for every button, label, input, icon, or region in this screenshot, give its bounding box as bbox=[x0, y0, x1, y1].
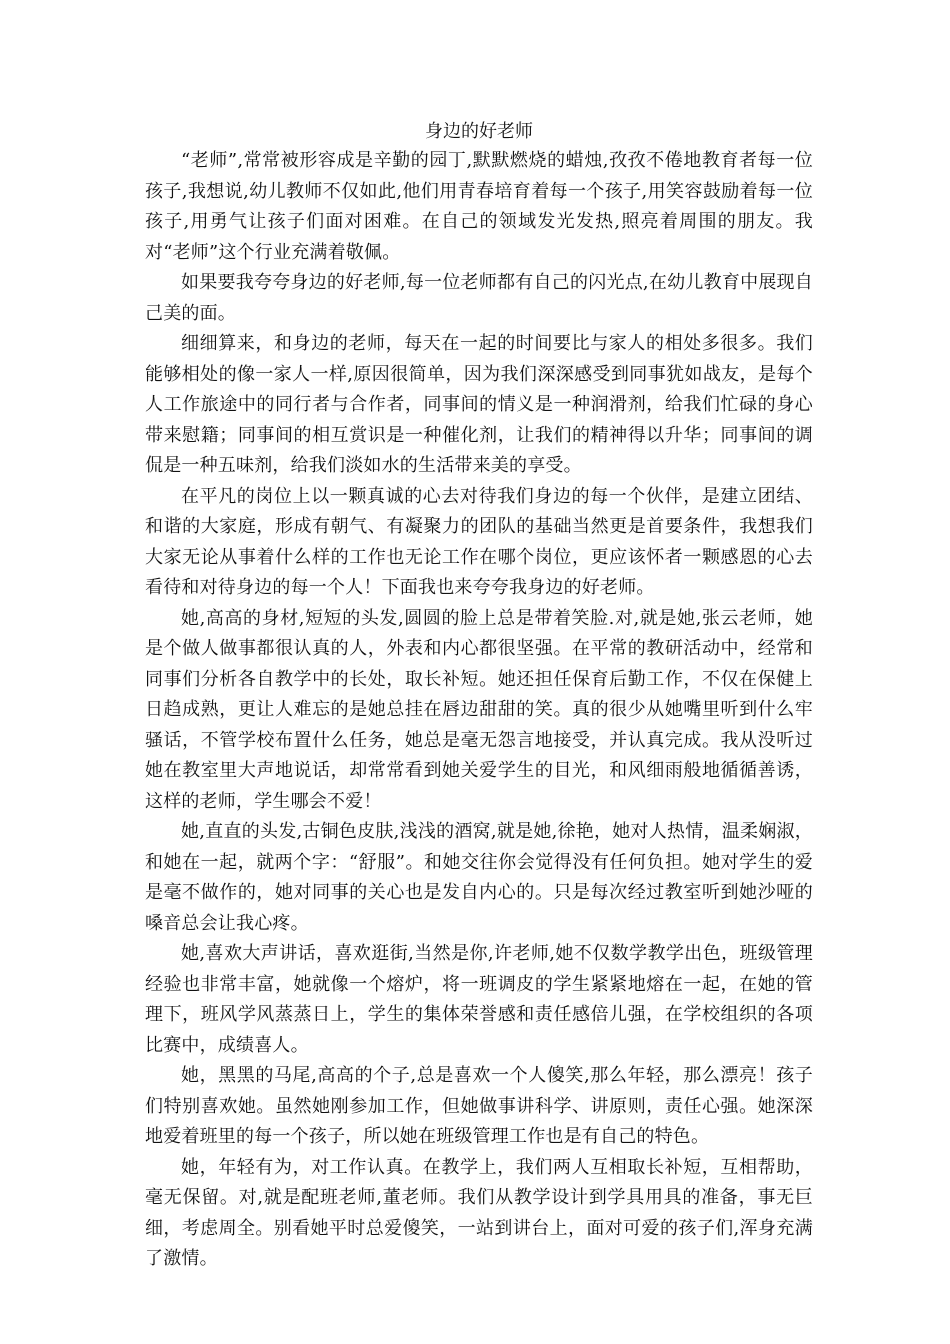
paragraph-4: 在平凡的岗位上以一颗真诚的心去对待我们身边的每一个伙伴，是建立团结、和谐的大家庭，形成有朝气、有凝聚力的团队的基础当然更是首要条件，我想我们大家无论从事着什么样的工作也无论工作在哪个岗位，更应该怀者一颗感恩的心去看待和对待身边的每一个人！下面我也来夸夸我身边的好老师。 bbox=[145, 485, 813, 598]
document-page bbox=[145, 118, 813, 1275]
paragraph-9: 她，年轻有为，对工作认真。在教学上，我们两人互相取长补短，互相帮助，毫无保留。对,就是配班老师,董老师。我们从教学设计到学具用具的准备，事无巨细，考虑周全。别看她平时总爱傻笑，一站到讲台上，面对可爱的孩子们,浑身充满了激情。 bbox=[145, 1156, 813, 1269]
paragraph-1: “老师”,常常被形容成是辛勤的园丁,默默燃烧的蜡烛,孜孜不倦地教育者每一位孩子,我想说,幼儿教师不仅如此,他们用青春培育着每一个孩子,用笑容鼓励着每一位孩子,用勇气让孩子们面对困难。在自己的领域发光发热,照亮着周围的朋友。我对“老师”这个行业充满着敬佩。 bbox=[145, 150, 813, 263]
paragraph-6: 她,直直的头发,古铜色皮肤,浅浅的酒窝,就是她,徐艳，她对人热情，温柔娴淑，和她在一起，就两个字：“舒服”。和她交往你会觉得没有任何负担。她对学生的爱是毫不做作的，她对同事的关心也是发自内心的。只是每次经过教室听到她沙哑的嗓音总会让我心疼。 bbox=[145, 821, 813, 934]
paragraph-3: 细细算来，和身边的老师，每天在一起的时间要比与家人的相处多很多。我们能够相处的像一家人一样,原因很简单，因为我们深深感受到同事犹如战友，是每个人工作旅途中的同行者与合作者，同事间的情义是一种润滑剂，给我们忙碌的身心带来慰籍；同事间的相互赏识是一种催化剂，让我们的精神得以升华；同事间的调侃是一种五味剂，给我们淡如水的生活带来美的享受。 bbox=[145, 333, 813, 476]
paragraph-7: 她,喜欢大声讲话，喜欢逛街,当然是你,许老师,她不仅数学教学出色，班级管理经验也非常丰富，她就像一个熔炉，将一班调皮的学生紧紧地熔在一起，在她的管理下，班风学风蒸蒸日上，学生的集体荣誉感和责任感倍儿强，在学校组织的各项比赛中，成绩喜人。 bbox=[145, 943, 813, 1056]
paragraph-2: 如果要我夸夸身边的好老师,每一位老师都有自己的闪光点,在幼儿教育中展现自己美的面。 bbox=[145, 272, 813, 324]
paragraph-8: 她，黑黑的马尾,高高的个子,总是喜欢一个人傻笑,那么年轻，那么漂亮！孩子们特别喜欢她。虽然她刚参加工作，但她做事讲科学、讲原则，责任心强。她深深地爱着班里的每一个孩子，所以她在班级管理工作也是有自己的特色。 bbox=[145, 1065, 813, 1147]
paragraph-5: 她,高高的身材,短短的头发,圆圆的脸上总是带着笑脸.对,就是她,张云老师，她是个做人做事都很认真的人，外表和内心都很坚强。在平常的教研活动中，经常和同事们分析各自教学中的长处，取长补短。她还担任保育后勤工作，不仅在保健上日趋成熟，更让人难忘的是她总挂在唇边甜甜的笑。真的很少从她嘴里听到什么牢骚话，不管学校布置什么任务，她总是毫无怨言地接受，并认真完成。我从没听过她在教室里大声地说话，却常常看到她关爱学生的目光，和风细雨般地循循善诱，这样的老师，学生哪会不爱！ bbox=[145, 607, 813, 812]
document-title: 身边的好老师 bbox=[425, 121, 533, 142]
